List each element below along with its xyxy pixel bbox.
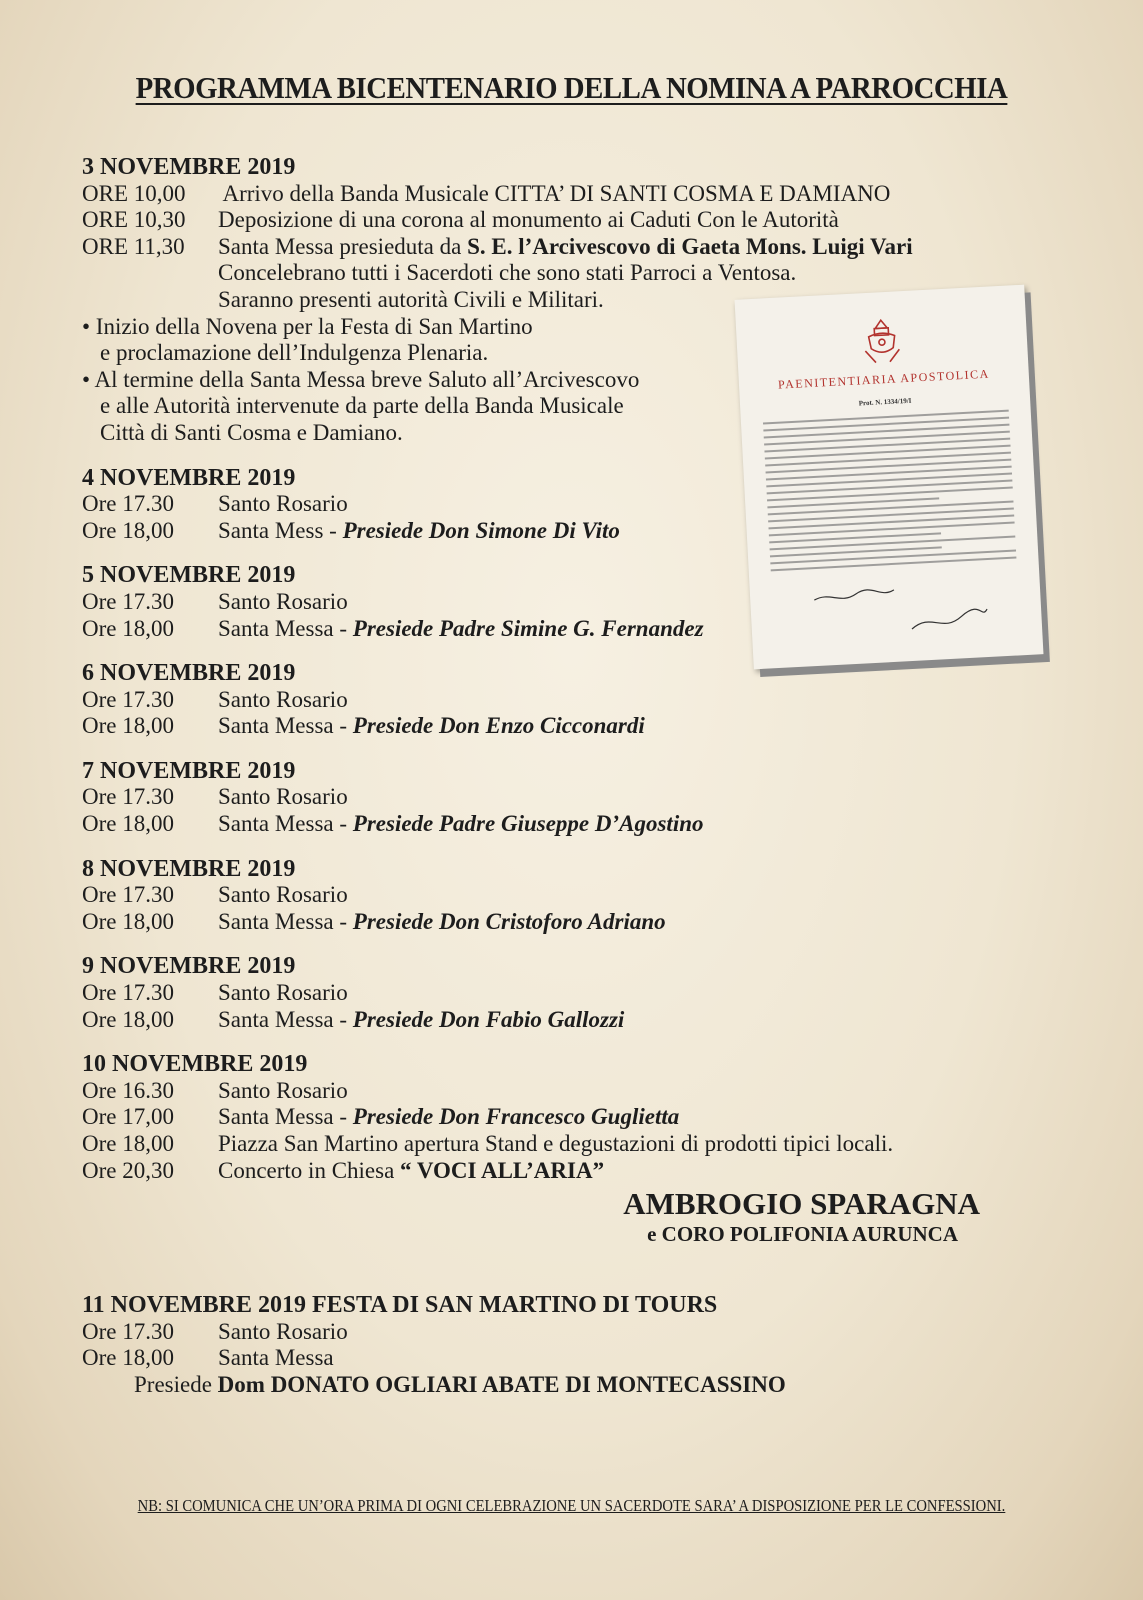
activity: Santa Messa -: [218, 615, 353, 641]
concert-title: “ VOCI ALL’ARIA”: [400, 1157, 605, 1183]
time: ORE 11,30: [82, 233, 185, 259]
document-protocol: Prot. N. 1334/19/I: [858, 396, 912, 408]
document-text-lines: [763, 410, 1017, 577]
time: Ore 18,00: [82, 517, 174, 543]
activity: Santo Rosario: [218, 980, 348, 1006]
schedule-row: [82, 687, 1082, 714]
schedule-row: [82, 207, 1082, 234]
papal-seal-icon: [854, 315, 911, 370]
bullet-continuation: e alle Autorità intervenute da parte della Banda Musicale: [100, 393, 624, 419]
day-11-date: 11 NOVEMBRE 2019 FESTA DI SAN MARTINO DI TOURS: [82, 1292, 718, 1319]
day-date: 5 NOVEMBRE 2019: [82, 562, 296, 589]
celebrant: Presiede Padre Simine G. Fernandez: [352, 615, 704, 641]
time: Ore 18,00: [82, 615, 174, 641]
day-date: 6 NOVEMBRE 2019: [82, 660, 296, 687]
bullet-continuation: e proclamazione dell’Indulgenza Plenaria.: [100, 340, 489, 366]
time: Ore 18,00: [82, 713, 174, 739]
time: Ore 17.30: [82, 784, 174, 810]
time: Ore 18,00: [82, 1006, 174, 1032]
bullet-item: • Al termine della Santa Messa breve Saluto all’Arcivescovo: [82, 366, 640, 392]
schedule-row: [82, 784, 1082, 811]
bullet-item: • Inizio della Novena per la Festa di San Martino: [82, 313, 533, 339]
day-date: 9 NOVEMBRE 2019: [82, 953, 296, 980]
activity: Santo Rosario: [218, 1077, 348, 1103]
day-10-block: [82, 1051, 1082, 1246]
activity: Santa Messa -: [218, 1006, 353, 1032]
activity: Deposizione di una corona al monumento ai Caduti Con le Autorità: [218, 207, 839, 233]
time: Ore 18,00: [82, 1345, 174, 1371]
activity: Santa Messa -: [218, 908, 353, 934]
activity: Concerto in Chiesa: [218, 1157, 401, 1183]
schedule-row: [82, 181, 1082, 208]
activity: Santa Messa presieduta da: [218, 233, 468, 259]
time: Ore 17.30: [82, 588, 174, 614]
activity: Santa Messa: [218, 1345, 334, 1371]
time: Ore 20,30: [82, 1157, 174, 1183]
document-line: [771, 556, 1017, 571]
bullet-continuation: Città di Santi Cosma e Damiano.: [100, 419, 403, 445]
celebrant: S. E. l’Arcivescovo di Gaeta Mons. Luigi Vari: [467, 233, 913, 259]
time: Ore 17,00: [82, 1104, 174, 1130]
artist-name: AMBROGIO SPARAGNA: [623, 1186, 980, 1222]
celebrant: Presiede Don Fabio Gallozzi: [352, 1006, 625, 1032]
schedule-row: [82, 811, 1082, 838]
day-block: [82, 660, 1082, 740]
document-heading: PAENITENTIARIA APOSTOLICA: [777, 366, 991, 392]
activity: Santo Rosario: [218, 491, 348, 517]
activity: Santa Mess -: [218, 517, 343, 543]
choir-name: e CORO POLIFONIA AURUNCA: [647, 1222, 958, 1247]
detail-line: Concelebrano tutti i Sacerdoti che sono stati Parroci a Ventosa.: [218, 260, 797, 286]
schedule-row: [82, 909, 1082, 936]
time: Ore 17.30: [82, 882, 174, 908]
celebrant: Presiede Don Simone Di Vito: [342, 517, 620, 543]
schedule-row: [82, 1104, 1082, 1131]
time: Ore 18,00: [82, 908, 174, 934]
schedule-row: [82, 1345, 1082, 1372]
day-10-date: 10 NOVEMBRE 2019: [82, 1051, 308, 1078]
day-date: 8 NOVEMBRE 2019: [82, 855, 296, 882]
schedule-row: [82, 1319, 1082, 1346]
day-3-date: 3 NOVEMBRE 2019: [82, 154, 296, 180]
time: ORE 10,00: [82, 180, 186, 206]
day-block: [82, 758, 1082, 838]
activity: Santo Rosario: [218, 882, 348, 908]
presider-label: Presiede: [134, 1371, 218, 1397]
schedule-row: [82, 980, 1082, 1007]
time: Ore 17.30: [82, 686, 174, 712]
day-date: 7 NOVEMBRE 2019: [82, 757, 296, 784]
activity: Arrivo della Banda Musicale CITTA’ DI SANTI COSMA E DAMIANO: [218, 180, 891, 206]
presider-name: Dom DONATO OGLIARI ABATE DI MONTECASSINO: [217, 1371, 786, 1397]
page-title: PROGRAMMA BICENTENARIO DELLA NOMINA A PARROCCHIA: [135, 70, 1008, 105]
schedule-row: [82, 1131, 1082, 1158]
day-11-block: [82, 1292, 1082, 1398]
schedule-row: [82, 1158, 1082, 1185]
time: Ore 18,00: [82, 1131, 174, 1156]
celebrant: Presiede Padre Giuseppe D’Agostino: [352, 811, 704, 837]
time: Ore 16.30: [82, 1077, 174, 1103]
schedule-row: [82, 1007, 1082, 1034]
activity: Piazza San Martino apertura Stand e degustazioni di prodotti tipici locali.: [218, 1131, 894, 1156]
schedule-row: [82, 882, 1082, 909]
day-date: 4 NOVEMBRE 2019: [82, 464, 296, 491]
activity: Santa Messa -: [218, 1104, 353, 1130]
time: ORE 10,30: [82, 207, 186, 233]
activity: Santo Rosario: [218, 784, 348, 810]
time: Ore 18,00: [82, 811, 174, 837]
day-block: [82, 953, 1082, 1033]
celebrant: Presiede Don Enzo Cicconardi: [352, 713, 645, 739]
time: Ore 17.30: [82, 980, 174, 1006]
schedule-row: [82, 1078, 1082, 1105]
activity: Santo Rosario: [218, 1318, 348, 1344]
presider-line: [82, 1372, 1082, 1399]
celebrant: Presiede Don Cristoforo Adriano: [352, 908, 666, 934]
penitentiary-document: [735, 285, 1044, 670]
activity: Santo Rosario: [218, 686, 348, 712]
day-block: [82, 856, 1082, 936]
confession-note: NB: SI COMUNICA CHE UN’ORA PRIMA DI OGNI CELEBRAZIONE UN SACERDOTE SARA’ A DISPOSIZIONE PER LE CONFESSIONI.: [137, 1496, 1006, 1515]
signature-icon: [810, 579, 993, 648]
detail-line: Saranno presenti autorità Civili e Militari.: [218, 286, 604, 312]
schedule-row: [82, 713, 1082, 740]
time: Ore 17.30: [82, 1318, 174, 1344]
celebrant: Presiede Don Francesco Guglietta: [352, 1104, 680, 1130]
activity: Santo Rosario: [218, 588, 348, 614]
schedule-row: [82, 234, 1082, 261]
activity: Santa Messa -: [218, 713, 353, 739]
activity: Santa Messa -: [218, 811, 353, 837]
time: Ore 17.30: [82, 491, 174, 517]
